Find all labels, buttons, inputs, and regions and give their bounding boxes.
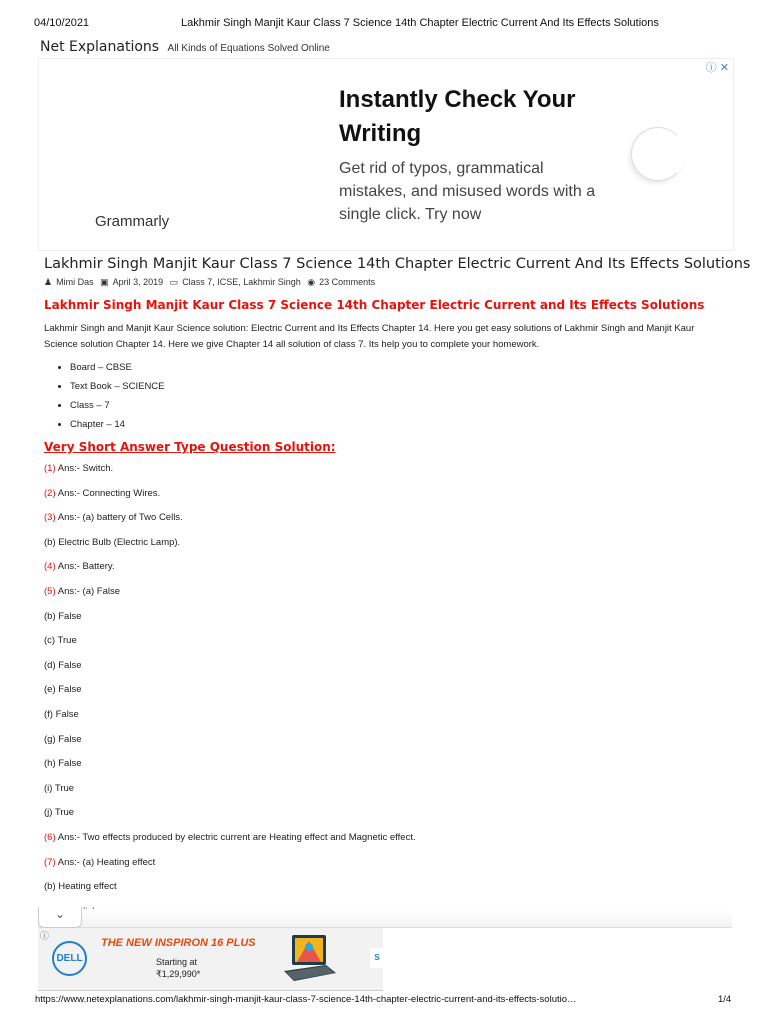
answer-line: [44, 831, 416, 856]
answer-line: [44, 659, 416, 684]
answer-text: Ans:- (a) Heating effect: [55, 856, 156, 868]
post-meta: [44, 277, 379, 288]
answer-line: [44, 585, 416, 610]
collapse-ad-button[interactable]: [38, 907, 82, 928]
chevron-down-icon: ⌄: [54, 907, 66, 921]
folder-icon: ▭: [169, 277, 179, 287]
shop-now-button[interactable]: S: [370, 948, 384, 968]
answer-text: (j) True: [44, 807, 75, 819]
answer-number: (6): [44, 831, 56, 843]
post-date: April 3, 2019: [112, 277, 164, 287]
answer-number: (5): [44, 585, 56, 597]
sticky-ad-bar: [38, 909, 732, 928]
answer-text: (h) False: [44, 758, 82, 770]
answer-text: (c) True: [44, 635, 77, 647]
ad-brand[interactable]: Grammarly: [95, 213, 170, 230]
answers-list: [44, 462, 416, 929]
answer-text: Ans:- (a) battery of Two Cells.: [55, 512, 183, 524]
answer-text: Ans:- Connecting Wires.: [55, 487, 161, 499]
author-icon: ♟: [44, 277, 53, 287]
answer-text: (g) False: [44, 733, 82, 745]
list-item: • Chapter – 14: [70, 418, 165, 437]
answer-line: [44, 610, 416, 635]
answer-number: (1): [44, 463, 56, 474]
answer-text: (e) False: [44, 684, 82, 696]
answer-text: Ans:- Battery.: [55, 561, 115, 573]
intro-paragraph: Lakhmir Singh and Manjit Kaur Science solution: Electric Current and Its Effects Chapter 14. Here you get easy solutions of Lakhmir Singh and Manjit Kaur Science solution Chapter 14. Here we give Chapter 14 all solution of class 7. Its help you to complete your homework.: [44, 323, 695, 350]
answer-text: (b) Electric Bulb (Electric Lamp).: [44, 536, 181, 548]
answer-line: [44, 634, 416, 659]
answer-line: [44, 757, 416, 782]
answer-line: [44, 560, 416, 585]
answer-text: Ans:- Switch.: [55, 463, 114, 474]
answer-text: (b) Heating effect: [44, 881, 117, 893]
post-categories[interactable]: Class 7, ICSE, Lakhmir Singh: [182, 277, 301, 287]
laptop-image: [282, 931, 338, 987]
answer-line: [44, 683, 416, 708]
dell-logo: DELL: [52, 941, 87, 976]
dell-ad[interactable]: [38, 928, 383, 991]
dell-headline[interactable]: THE NEW INSPIRON 16 PLUS: [101, 937, 256, 949]
answer-line: [44, 511, 416, 536]
print-page-number: 1/4: [718, 994, 732, 1005]
list-item: • Class – 7: [70, 399, 165, 418]
post-title: Lakhmir Singh Manjit Kaur Class 7 Science 14th Chapter Electric Current And Its Effects Solutions: [44, 256, 751, 272]
answer-line: [44, 856, 416, 881]
answer-text: (b) False: [44, 610, 82, 622]
comment-icon: ◉: [307, 277, 316, 287]
calendar-icon: ▣: [100, 277, 109, 287]
dell-subtext: Starting at: [156, 957, 198, 967]
post-author[interactable]: Mimi Das: [56, 277, 94, 287]
post-comments[interactable]: 23 Comments: [319, 277, 376, 287]
site-name-link[interactable]: Net Explanations: [40, 39, 160, 55]
answer-line: [44, 708, 416, 733]
answer-line: [44, 880, 416, 905]
ad-info-icon[interactable]: ⓘ: [40, 931, 50, 941]
ad-choices-close-icon[interactable]: ⓘ ✕: [705, 62, 729, 74]
answer-line: [44, 487, 416, 512]
ad-headline[interactable]: Instantly Check Your Writing: [339, 86, 576, 147]
site-tagline: All Kinds of Equations Solved Online: [167, 43, 330, 54]
answer-number: (3): [44, 512, 56, 524]
grammarly-ad[interactable]: [38, 58, 734, 251]
answer-number: (4): [44, 561, 56, 573]
answer-number: (7): [44, 856, 56, 868]
answer-text: (i) True: [44, 782, 75, 794]
answer-line: [44, 462, 416, 487]
answer-text: (d) False: [44, 659, 82, 671]
section-heading-main: Lakhmir Singh Manjit Kaur Class 7 Science 14th Chapter Electric Current and Its Effects Solutions: [44, 298, 705, 312]
facts-list: [44, 361, 165, 437]
list-item: • Text Book – SCIENCE: [70, 380, 165, 399]
answer-number: (2): [44, 487, 56, 499]
site-header: [40, 38, 330, 56]
ad-arrow-button[interactable]: [631, 127, 685, 181]
section-heading-very-short: Very Short Answer Type Question Solution:: [44, 440, 336, 454]
print-date: 04/10/2021: [34, 17, 90, 29]
answer-line: [44, 806, 416, 831]
answer-text: Ans:- (a) False: [55, 585, 121, 597]
answer-text: Ans:- Two effects produced by electric current are Heating effect and Magnetic effect.: [55, 831, 416, 843]
answer-line: [44, 536, 416, 561]
print-title: Lakhmir Singh Manjit Kaur Class 7 Science 14th Chapter Electric Current And Its Effects Solutions: [181, 17, 659, 29]
answer-line: [44, 782, 416, 807]
print-footer-url: https://www.netexplanations.com/lakhmir-singh-manjit-kaur-class-7-science-14th-chapter-electric-current-and-its-effects-solutio…: [35, 994, 577, 1005]
answer-line: [44, 733, 416, 758]
dell-price: ₹1,29,990*: [156, 969, 201, 979]
list-item: • Board – CBSE: [70, 361, 165, 380]
ad-body: Get rid of typos, grammatical mistakes, and misused words with a single click. Try now: [339, 160, 596, 223]
answer-text: (f) False: [44, 708, 79, 720]
